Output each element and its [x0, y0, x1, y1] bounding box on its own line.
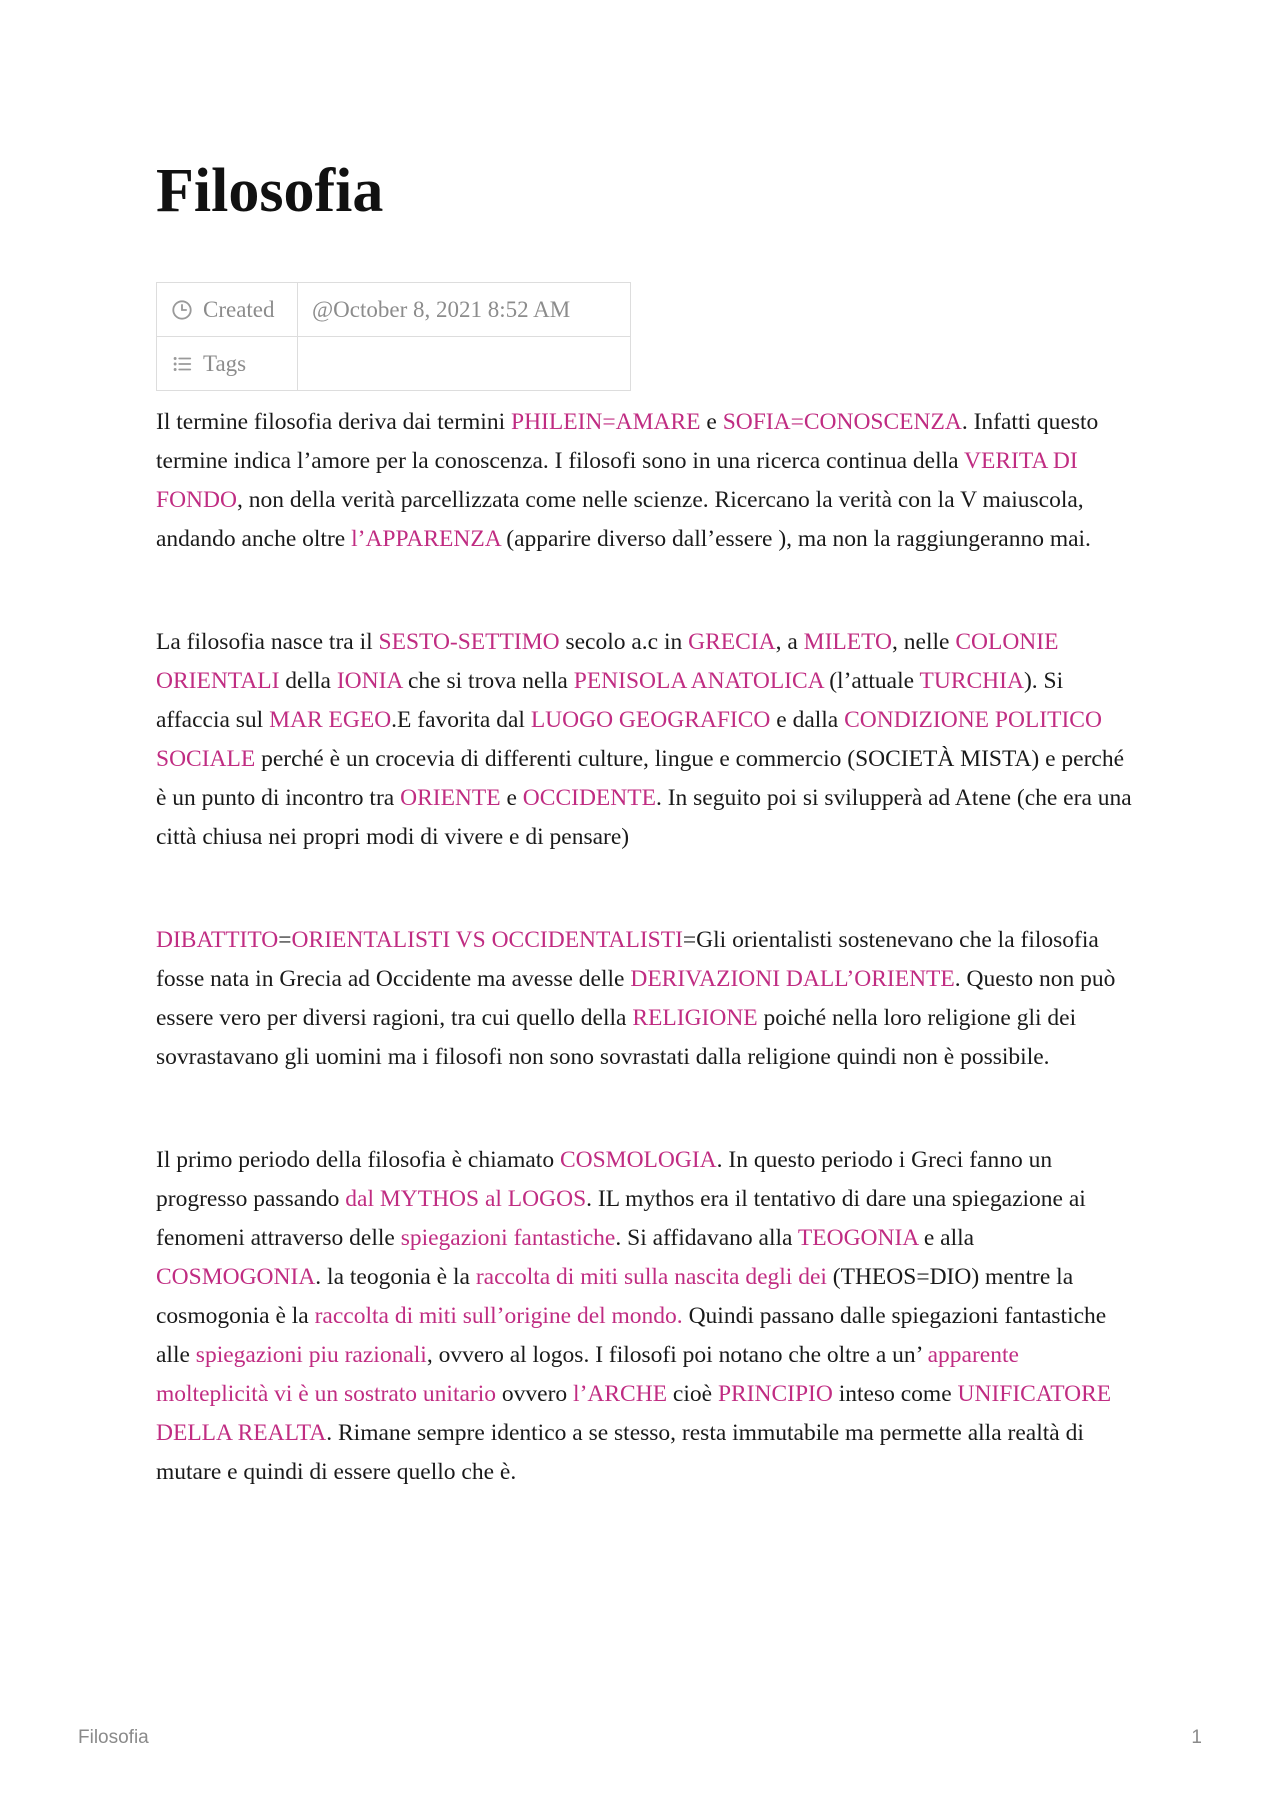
highlighted-term: RELIGIONE — [632, 1005, 758, 1031]
text-run: , a — [775, 629, 804, 655]
text-run: . Si affidavano alla — [615, 1225, 798, 1251]
highlighted-term: raccolta di miti sull’origine del mondo. — [314, 1303, 683, 1329]
text-run: e alla — [917, 1225, 975, 1251]
text-run: Quindi passano dalle spiegazioni fantastiche alle — [156, 1303, 1107, 1368]
highlighted-term: ORIENTALISTI VS OCCIDENTALISTI — [291, 927, 683, 953]
highlighted-term: MILETO — [803, 629, 893, 655]
property-row-created — [157, 283, 631, 337]
highlighted-term: GRECIA — [688, 629, 776, 655]
property-value-created[interactable]: @October 8, 2021 8:52 AM — [298, 283, 631, 337]
highlighted-term: dal MYTHOS al LOGOS — [345, 1186, 587, 1212]
text-run: . Rimane sempre identico a se stesso, resta immutabile ma permette alla realtà di mutare e quindi di essere quello che è. — [156, 1420, 1084, 1485]
properties-table — [156, 282, 631, 391]
highlighted-term: LUOGO GEOGRAFICO — [530, 707, 771, 733]
text-run: perché è un crocevia di differenti culture, lingue e commercio (SOCIETÀ MISTA) e perché è un punto di incontro tra — [156, 746, 1125, 811]
highlighted-term: TEOGONIA — [797, 1225, 918, 1251]
text-run: . IL mythos era il tentativo di dare una spiegazione ai fenomeni attraverso delle — [156, 1186, 1086, 1251]
property-key-tags — [157, 337, 298, 391]
property-label-tags: Tags — [203, 350, 247, 376]
text-run: secolo a.c in — [559, 629, 689, 655]
text-run: Il termine filosofia deriva dai termini — [156, 409, 511, 435]
text-run: . In seguito poi si svilupperà ad Atene (che era una città chiusa nei propri modi di vivere e di pensare) — [156, 785, 1132, 850]
highlighted-term: raccolta di miti sulla nascita degli dei — [475, 1264, 827, 1290]
page-title: Filosofia — [156, 157, 384, 225]
highlighted-term: COLONIE ORIENTALI — [156, 629, 1059, 694]
highlighted-term: PRINCIPIO — [717, 1381, 833, 1407]
highlighted-term: UNIFICATORE DELLA REALTA — [156, 1381, 1112, 1446]
text-run: , nelle — [892, 629, 956, 655]
text-run: (apparire diverso dall’essere ), ma non la raggiungeranno mai. — [500, 526, 1091, 552]
highlighted-term: l’APPARENZA — [351, 526, 501, 552]
text-run: (l’attuale — [823, 668, 920, 694]
text-run: =Gli orientalisti sostenevano che la filosofia fosse nata in Grecia ad Occidente ma avesse delle — [156, 927, 1099, 992]
text-run: della — [279, 668, 337, 694]
highlighted-term: spiegazioni piu razionali — [195, 1342, 427, 1368]
text-run: .E favorita dal — [391, 707, 531, 733]
text-run: , ovvero al logos. I filosofi poi notano che oltre a un’ — [426, 1342, 928, 1368]
text-run: La filosofia nasce tra il — [156, 629, 379, 655]
text-run: poiché nella loro religione gli dei sovrastavano gli uomini ma i filosofi non sono sovrastati dalla religione quindi non è possibile. — [156, 1005, 1077, 1070]
paragraph — [156, 403, 1136, 559]
highlighted-term: DIBATTITO — [156, 927, 279, 953]
highlighted-term: COSMOGONIA — [156, 1264, 316, 1290]
highlighted-term: VERITA DI FONDO — [156, 448, 1078, 513]
highlighted-term: TURCHIA — [919, 668, 1024, 694]
highlighted-term: apparente molteplicità vi è un sostrato unitario — [156, 1342, 1019, 1407]
text-run: cioè — [667, 1381, 718, 1407]
clock-icon — [171, 299, 193, 321]
text-run: inteso come — [832, 1381, 958, 1407]
paragraph — [156, 1141, 1136, 1492]
property-key-created — [157, 283, 298, 337]
text-run: , non della verità parcellizzata come nelle scienze. Ricercano la verità con la V maiuscola, andando anche oltre — [156, 487, 1084, 552]
highlighted-term: l’ARCHE — [573, 1381, 668, 1407]
highlighted-term: OCCIDENTE — [522, 785, 656, 811]
paragraph — [156, 623, 1136, 857]
document-body — [156, 403, 1136, 1556]
highlighted-term: DERIVAZIONI DALL’ORIENTE — [630, 966, 955, 992]
highlighted-term: SESTO-SETTIMO — [378, 629, 560, 655]
text-run: = — [278, 927, 292, 953]
text-run: Il primo periodo della filosofia è chiamato — [156, 1147, 560, 1173]
text-run: . Questo non può essere vero per diversi ragioni, tra cui quello della — [156, 966, 1116, 1031]
highlighted-term: ORIENTE — [400, 785, 501, 811]
footer-document-name: Filosofia — [78, 1727, 149, 1748]
highlighted-term: COSMOLOGIA — [559, 1147, 717, 1173]
highlighted-term: MAR EGEO — [269, 707, 392, 733]
text-run: . Infatti questo termine indica l’amore per la conoscenza. I filosofi sono in una ricerca continua della — [156, 409, 1099, 474]
text-run: ). Si affaccia sul — [156, 668, 1064, 733]
text-run: . In questo periodo i Greci fanno un progresso passando — [156, 1147, 1053, 1212]
paragraph — [156, 921, 1136, 1077]
highlighted-term: CONDIZIONE POLITICO SOCIALE — [156, 707, 1102, 772]
text-run: (THEOS=DIO) mentre la cosmogonia è la — [156, 1264, 1074, 1329]
property-label-created: Created — [203, 296, 275, 322]
highlighted-term: IONIA — [336, 668, 403, 694]
text-run: . la teogonia è la — [315, 1264, 476, 1290]
property-value-tags[interactable] — [298, 337, 631, 391]
text-run: e — [700, 409, 723, 435]
text-run: che si trova nella — [402, 668, 574, 694]
text-run: e dalla — [770, 707, 845, 733]
highlighted-term: PHILEIN=AMARE — [511, 409, 701, 435]
list-icon — [171, 353, 193, 375]
text-run: ovvero — [496, 1381, 574, 1407]
highlighted-term: SOFIA=CONOSCENZA — [722, 409, 962, 435]
highlighted-term: spiegazioni fantastiche — [400, 1225, 616, 1251]
property-row-tags — [157, 337, 631, 391]
footer-page-number: 1 — [1191, 1727, 1202, 1748]
highlighted-term: PENISOLA ANATOLICA — [573, 668, 824, 694]
text-run: e — [500, 785, 523, 811]
